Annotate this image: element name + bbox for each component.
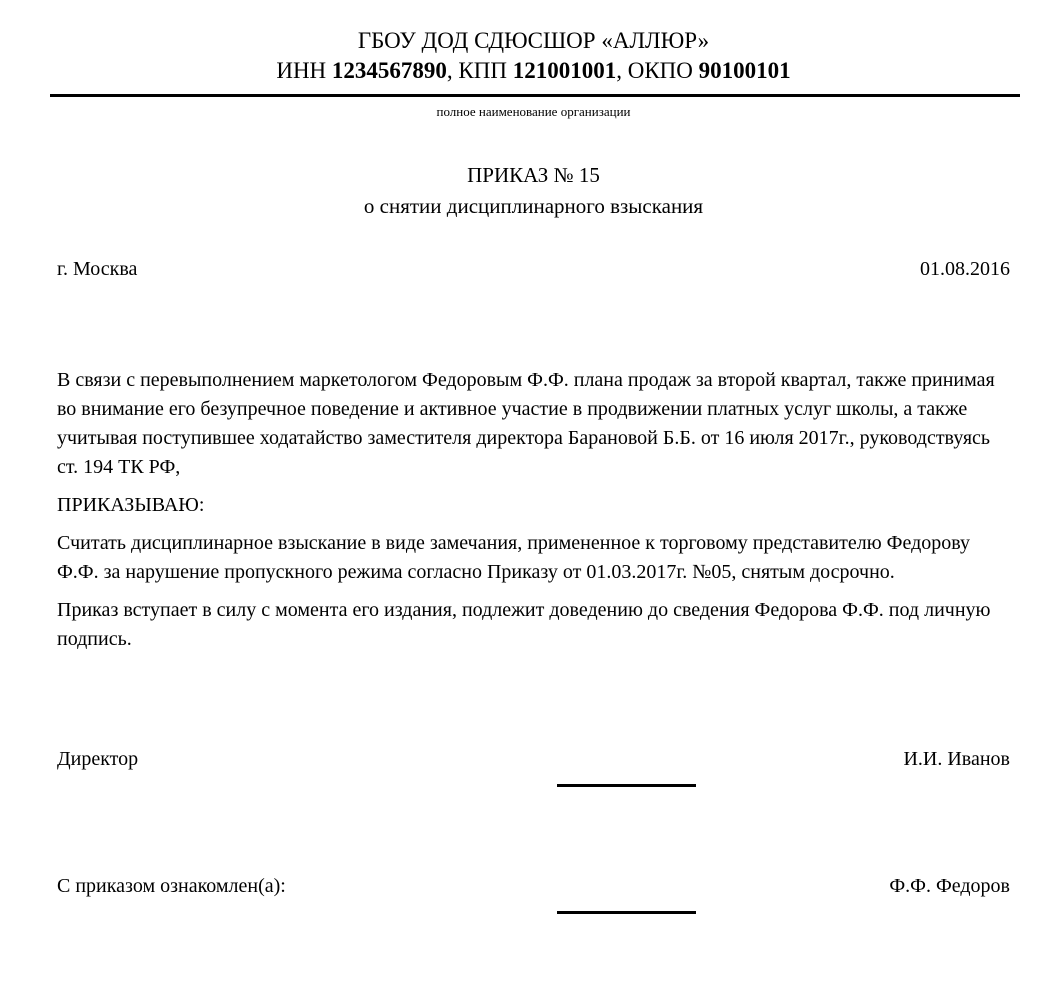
- header-rule: [50, 94, 1020, 97]
- signature-line: [557, 784, 696, 787]
- signature-line: [557, 911, 696, 914]
- order-subject: о снятии дисциплинарного взыскания: [363, 194, 704, 218]
- preamble-paragraph: В связи с перевыполнением маркетологом Федоровым Ф.Ф. плана продаж за второй квартал, также принимая во внимание его безупречное поведение и активное участие в продвижении платных услуг школы, а также учитывая поступившее ходатайство заместителя директора Барановой Б.Б. от 16 июля 2017г., руководствуясь ст. 194 ТК РФ,: [57, 369, 995, 478]
- inn-value: 1234567890: [331, 58, 447, 83]
- org-name: ГБОУ ДОД СДЮСШОР «АЛЛЮР»: [357, 28, 710, 53]
- inn-label: ИНН: [276, 58, 332, 83]
- order-keyword: ПРИКАЗЫВАЮ:: [57, 494, 205, 516]
- signature-row-acknowledged: [57, 875, 1010, 915]
- org-header: [57, 26, 1010, 86]
- meta-row: [57, 258, 1010, 281]
- date-label: 01.08.2016: [920, 258, 1010, 280]
- order-title: ПРИКАЗ № 15: [467, 163, 600, 187]
- clause-paragraph-2: Приказ вступает в силу с момента его издания, подлежит доведению до сведения Федорова Ф.Ф. под личную подпись.: [57, 599, 991, 650]
- order-body: [57, 366, 1010, 654]
- city-label: г. Москва: [57, 258, 138, 280]
- signature-role: Директор: [57, 748, 139, 770]
- signature-role: С приказом ознакомлен(а):: [57, 875, 286, 897]
- okpo-label: , ОКПО: [616, 58, 699, 83]
- org-registration-line: [57, 56, 1010, 86]
- clause-paragraph-1: Считать дисциплинарное взыскание в виде замечания, примененное к торговому представителю Федорову Ф.Ф. за нарушение пропускного режима согласно Приказу от 01.03.2017г. №05, снятым досрочно.: [57, 532, 971, 583]
- signature-name: И.И. Иванов: [903, 748, 1010, 770]
- org-name-caption: полное наименование организации: [436, 104, 631, 119]
- signature-name: Ф.Ф. Федоров: [889, 875, 1010, 897]
- title-block: [57, 160, 1010, 222]
- kpp-label: , КПП: [446, 58, 513, 83]
- signature-row-director: [57, 748, 1010, 788]
- kpp-value: 121001001: [512, 58, 617, 83]
- okpo-value: 90100101: [698, 58, 791, 83]
